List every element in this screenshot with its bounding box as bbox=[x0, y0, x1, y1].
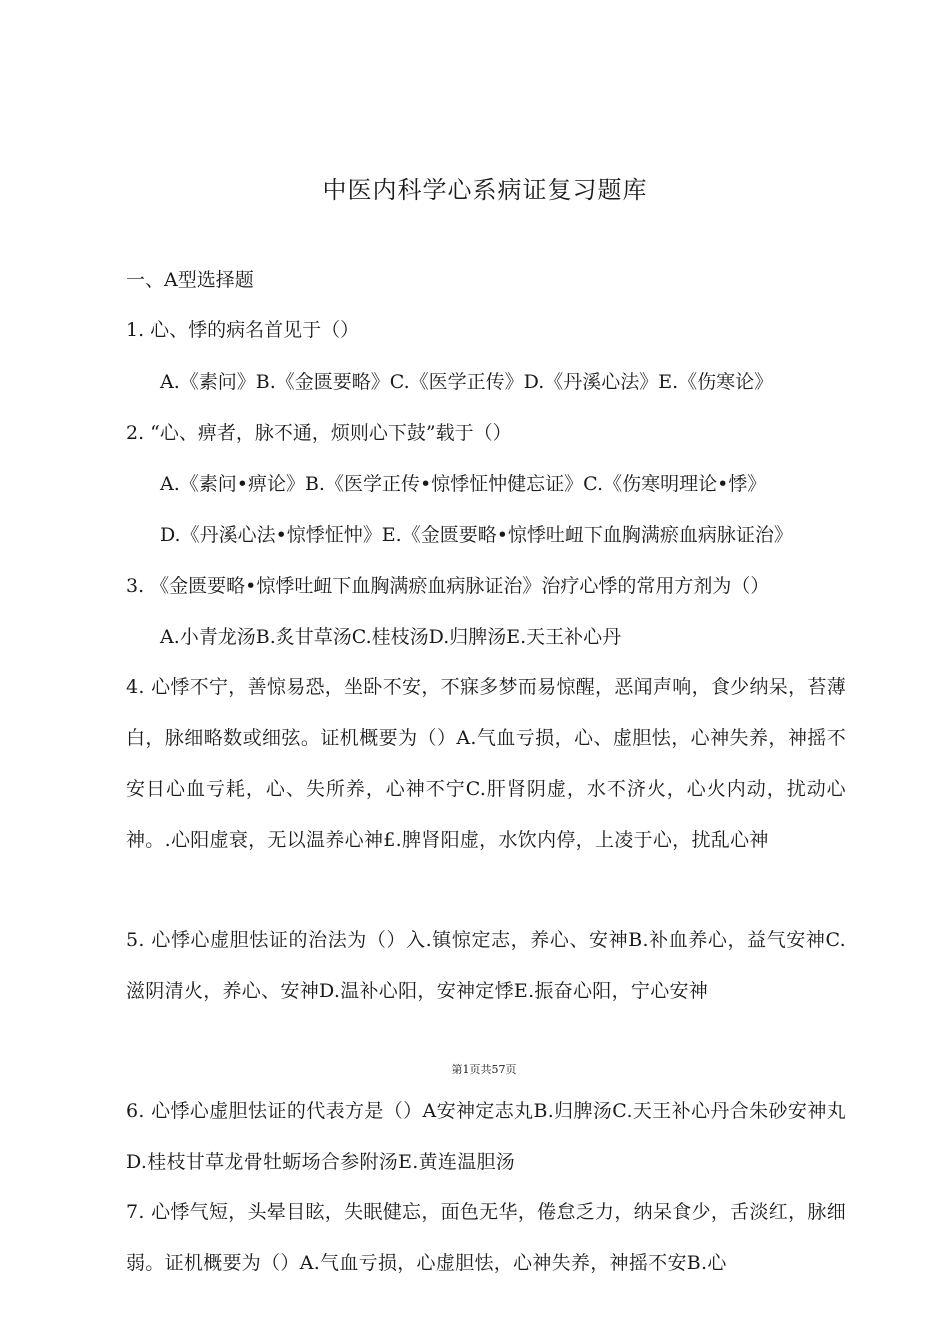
section-heading: 一、A型选择题 bbox=[126, 269, 254, 291]
question-2-stem: 2. “心、痹者，脉不通，烦则心下鼓”载于（） bbox=[126, 422, 512, 444]
question-2-options-line-1: A.《素问•痹论》B.《医学正传•惊悸怔忡健忘证》C.《伤寒明理论•悸》 bbox=[160, 473, 767, 495]
question-7-text: 7. 心悸气短，头晕目眩，失眠健忘，面色无华，倦怠乏力，纳呆食少，舌淡红，脉细弱。证机概要为（）A.气血亏损，心虚胆怯，心神失养，神摇不安B.心 bbox=[126, 1201, 846, 1274]
question-1-options: A.《素问》B.《金匮要略》C.《医学正传》D.《丹溪心法》E.《伤寒论》 bbox=[160, 371, 774, 393]
document-title: 中医内科学心系病证复习题库 bbox=[322, 176, 648, 204]
page-footer: 第1页共57页 bbox=[451, 1063, 517, 1076]
question-1-stem: 1. 心、悸的病名首见于（） bbox=[126, 319, 360, 341]
question-2-options-line-2: D.《丹溪心法•惊悸怔忡》E.《金匮要略•惊悸吐衄下血胸满瘀血病脉证治》 bbox=[160, 524, 793, 546]
question-5-text: 5. 心悸心虚胆怯证的治法为（）入.镇惊定志，养心、安神B.补血养心，益气安神C.滋阴清火，养心、安神D.温补心阳，安神定悸E.振奋心阳，宁心安神 bbox=[126, 929, 846, 1002]
question-3-options: A.小青龙汤B.炙甘草汤C.桂枝汤D.归脾汤E.天王补心丹 bbox=[160, 626, 622, 648]
question-4-text: 4. 心悸不宁，善惊易恐，坐卧不安，不寐多梦而易惊醒，恶闻声响，食少纳呆，苔薄白，脉细略数或细弦。证机概要为（）A.气血亏损，心、虚胆怯，心神失养，神摇不安日心血亏耗，心、失所养，心神不宁C.肝肾阴虚，水不济火，心火内动，扰动心神。.心阳虚衰，无以温养心神£.脾肾阳虚，水饮内停，上凌于心，扰乱心神 bbox=[126, 676, 846, 851]
question-6-text: 6. 心悸心虚胆怯证的代表方是（）A安神定志丸B.归脾汤C.天王补心丹合朱砂安神丸D.桂枝甘草龙骨牡蛎场合参附汤E.黄连温胆汤 bbox=[126, 1100, 846, 1173]
question-3-stem: 3. 《金匮要略•惊悸吐衄下血胸满瘀血病脉证治》治疗心悸的常用方剂为（） bbox=[126, 575, 770, 597]
